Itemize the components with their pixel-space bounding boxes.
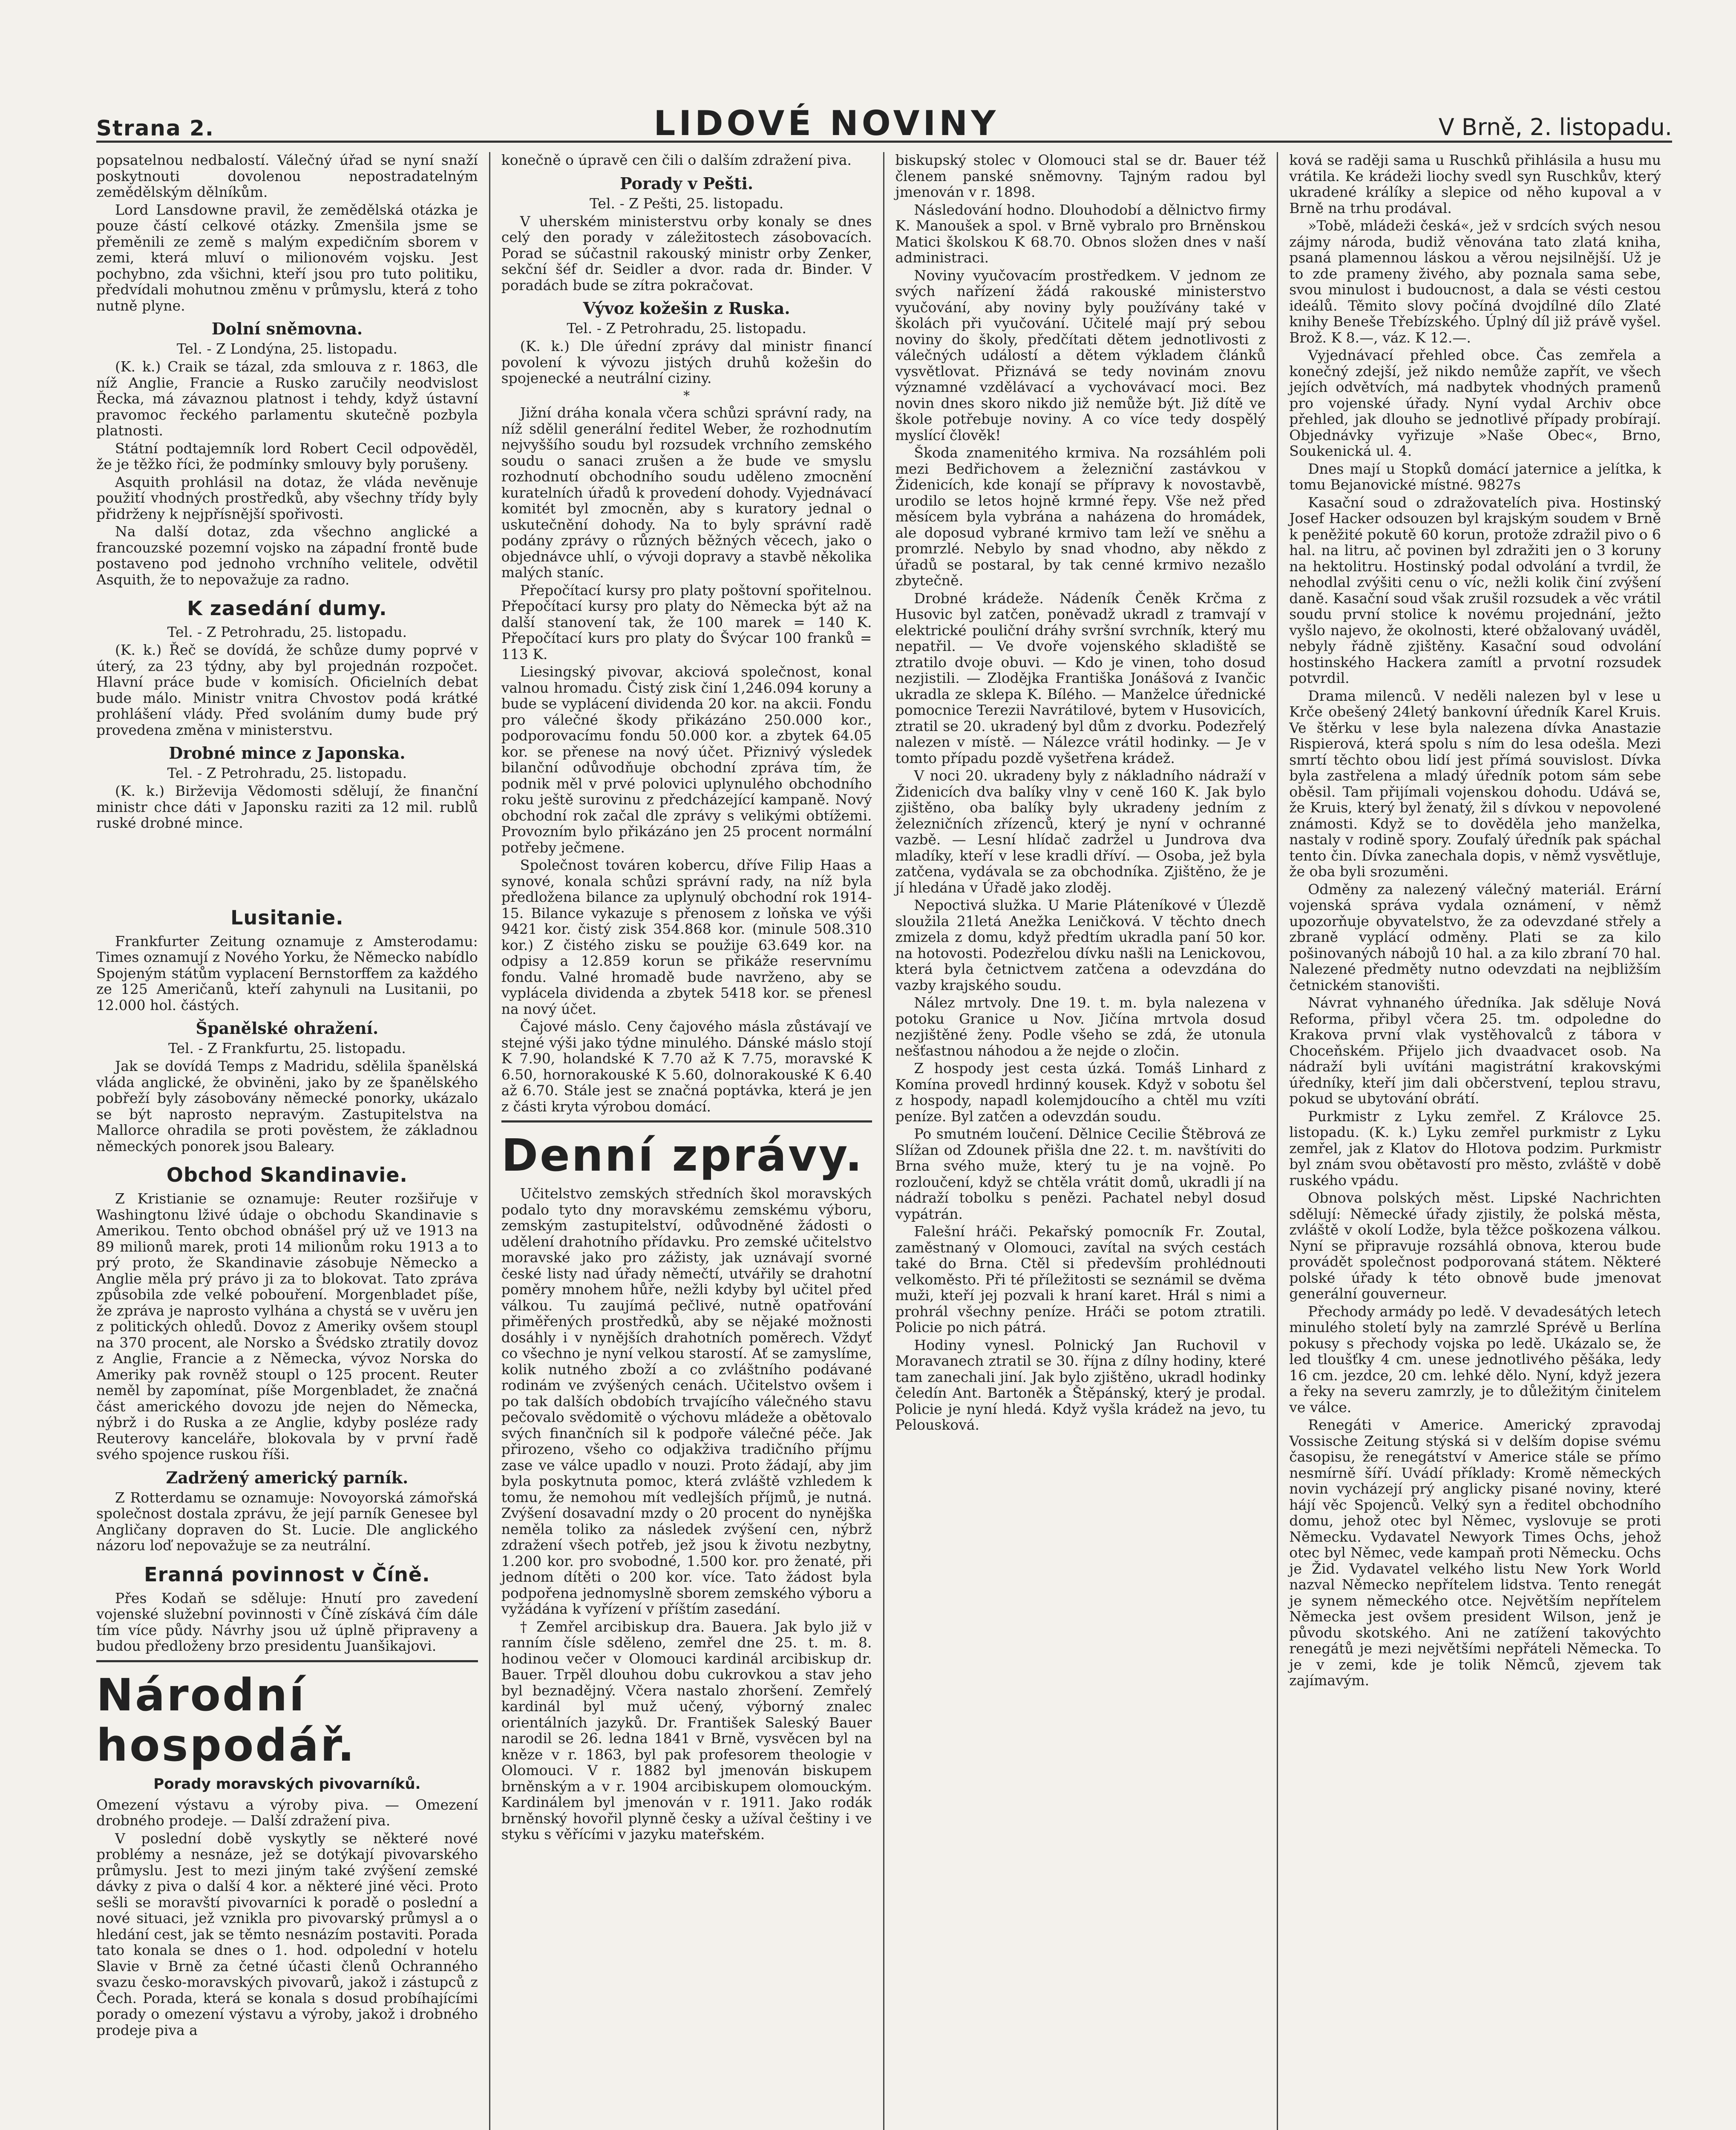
article-paragraph: Z Rotterdamu se oznamuje: Novoyorská zámořská společnost dostala zprávu, že její parník Genesee byl Angličany dopraven do St. Lucie. Dle anglického názoru loď nepovažuje se za neutrální. [96, 1489, 478, 1554]
article-heading: Zadržený americký parník. [166, 1468, 409, 1487]
article-paragraph: Nepoctivá služka. U Marie Pláteníkové v Úlezdě sloužila 21letá Anežka Leničková. V těchto dnech zmizela z domu, když předtím ukradla paní 50 kor. na hotovosti. Podezřelou dívku našli na Lenickovou, která byla četnictvem zatčena a odevzdána do vazby krajského soudu. [895, 897, 1266, 993]
dateline: Tel. - Z Petrohradu, 25. listopadu. [167, 624, 407, 640]
dateline: Tel. - Z Frankfurtu, 25. listopadu. [168, 1040, 406, 1056]
article-paragraph: Z Kristianie se oznamuje: Reuter rozšiřuje v Washingtonu lživé údaje o obchodu Skandinavie s Amerikou. Tento obchod obnášel prý už ve 1913 na 89 milionů marek, proti 14 milionům roku 1913 a to prý proto, že Skandinavie zásobuje Německo a Anglie měla prý právo ji za to blokovat. Tato zpráva způsobila zde velké pobouření. Morgenbladet píše, že zpráva je naprosto vylhána a chystá se v uvěru jen z politických ohledů. Dovoz z Ameriky ovšem stoupl na 370 procent, ale Norsko a Švédsko ztratily dovoz z Anglie, Francie a z Německa, vývoz Norska do Ameriky pak rovněž stoupl o 125 procent. Reuter neměl by zapomínat, píše Morgenbladet, že značná část amerického dovozu jde nejen do Německa, nýbrž i do Ruska a ze Anglie, kdyby posléze rady Reuterovy kanceláře, blokovala by v první řadě svého spojence ruskou říši. [96, 1190, 478, 1462]
article-paragraph: »Tobě, mládeži česká«, jež v srdcích svých nesou zájmy národa, budiž věnována tato zlatá kniha, psaná plamennou láskou a věrou nejsilnější. Už je to zde prameny živého, aby poznala sama sebe, svou minulost i budoucnost, a dala se vésti cestou ideálů. Těmito slovy počíná dvojdílné dílo Zlaté knihy Beneše Třebízského. Úplný díl již právě vyšel. Brož. K 8.—, váz. K 12.—. [1289, 217, 1661, 346]
section-heading: Eranná povinnost v Číně. [144, 1563, 430, 1586]
article-paragraph: Návrat vyhnaného úředníka. Jak sděluje Nová Reforma, přibyl včera 25. tm. odpoledne do Krakova první vlak vystěhovalců z tábora v Choceňském. Přijelo jich dvaadvacet osob. Na nádraží byli uvítáni magistrátní krakovskými úředníky, kteří jim dali občerstvení, teplou stravu, pokud se ubytování obrátí. [1289, 994, 1661, 1107]
column-4 [1278, 152, 1672, 2130]
article-paragraph: Vyjednávací přehled obce. Čas zemřela a konečný zdejší, jež nikdo nemůže zapřít, ve všech jejích odvětvích, má nadbytek vhodných pramenů pro vojenské úřady. Nyní vydal Archiv obce přehled, jak dlouho se jednotlivé případy probírají. Objednávky vyřizuje »Naše Obec«, Brno, Soukenická ul. 4. [1289, 347, 1661, 459]
article-paragraph: Odměny za nalezený válečný materiál. Erární vojenská správa vydala oznámení, v němž upozorňuje obyvatelstvo, že za odevzdané střely a zbraně vyplácí odměny. Plati se za kilo pošinovaných nábojů 10 hal. a za kilo zbraní 70 hal. Nalezené předměty nutno odevzdati na nejbližším četnickém stanovišti. [1289, 881, 1661, 993]
section-subheading: Porady moravských pivovarníků. [153, 1775, 421, 1793]
article-paragraph: Liesingský pivovar, akciová společnost, konal valnou hromadu. Čistý zisk činí 1,246.094 koruny a bude se vyplácení dividenda 20 kor. na akcii. Fondu pro válečné škody přikázáno 250.000 kor., podporovacímu fondu 50.000 kor. a zbytek 64.05 kor. se přenese na nový účet. Přiznivý výsledek bilanční odůvodňuje obchodní zpráva tím, že podnik měl v prvé polovici uplynulého obchodního roku ještě surovinu z předcházející kampaně. Nový obchodní rok začal dle zprávy s velikými obtížemi. Provozním bylo přikázáno jen 25 procent normální potřeby ječmene. [501, 663, 872, 856]
page-number: Strana 2. [96, 116, 214, 141]
dateline: Tel. - Z Petrohradu, 25. listopadu. [167, 765, 407, 781]
article-paragraph: Drama milenců. V neděli nalezen byl v lese u Krče obešený 24letý bankovní úředník Karel Kruis. Ve štěrku v lese byla nalezena dívka Anastazie Rispierová, která spolu s ním do lesa odešla. Mezi smrtí těchto obou lidí jest přímá souvislost. Dívka byla zastřelena a mladý úředník potom sám sebe oběsil. Tam přijímali vojenskou dohodu. Udává se, že Kruis, který byl ženatý, žil s dívkou v nepovolené známosti. Když se to dověděla jeho manželka, nastaly v rodině spory. Zoufalý úředník pak spáchal tento čin. Dívka zanechala dopis, v němž vysvětluje, že oba byli srozuměni. [1289, 687, 1661, 880]
section-heading: Lusitanie. [230, 906, 344, 929]
article-paragraph: Noviny vyučovacím prostředkem. V jednom ze svých nařízení žádá rakouské ministerstvo vyučování, aby noviny byly používány také v školách při vyučování. Učitelé mají prý sebou noviny do školy, předčítati dětem jednotlivosti z válečných událostí a dětem výkladem článků vysvětlovat. Přiznává se tedy novinám znovu významné vzdělávací a vychovávací moci. Bez novin dnes skoro nikdo již nemůže být. Již dítě ve škole potřebuje noviny. A co více tedy dospělý myslící člověk! [895, 267, 1266, 443]
article-paragraph: (K. k.) Birževija Vědomosti sdělují, že finanční ministr chce dáti v Japonsku raziti za 12 mil. rublů ruské drobné mince. [96, 783, 478, 831]
section-rule [501, 1120, 872, 1123]
article-paragraph: Asquith prohlásil na dotaz, že vláda nevěnuje použití vhodných prostředků, aby všechny třídy byly přidrženy k nejpřísnější spořivosti. [96, 473, 478, 522]
article-paragraph: Falešní hráči. Pekařský pomocník Fr. Zoutal, zaměstnaný v Olomouci, zavítal na svých cestách také do Brna. Ctěl si především prohlédnouti velkoměsto. Při té příležitosti se seznámil se dvěma muži, kteří jej pozvali k hraní karet. Hrál s nimi a prohrál všechny peníze. Hráči se potom ztratili. Policie po nich pátrá. [895, 1223, 1266, 1336]
masthead: LIDOVÉ NOVINY [654, 104, 999, 143]
dateline: Tel. - Z Pešti, 25. listopadu. [589, 195, 784, 212]
article-paragraph: Nález mrtvoly. Dne 19. t. m. byla nalezena v potoku Granice u Nov. Jičína mrtvola dosud nezjištěné ženy. Podle všeho se zdá, že utonula nešťastnou náhodou a že nejde o zločin. [895, 994, 1266, 1059]
article-paragraph: Společnost továren kobercu, dříve Filip Haas a synové, konala schůzi správní rady, na níž byla předložena bilance za uplynulý obchodní rok 1914-15. Bilance vykazuje s přenosem z loňska ve výši 9421 kor. čistý zisk 354.868 kor. (minule 508.310 kor.) Z čistého zisku se použije 63.649 kor. na odpisy a 12.859 korun se přikáže reservnímu fondu. Valné hromadě bude navrženo, aby se vyplácela dividenda a zbytek 5418 kor. se přenesl na nový účet. [501, 857, 872, 1017]
section-banner: Denní zprávy. [501, 1129, 864, 1181]
section-heading: K zasedání dumy. [187, 597, 387, 620]
article-paragraph: V noci 20. ukradeny byly z nákladního nádraží v Židenicích dva balíky vlny v ceně 160 K. Jak bylo zjištěno, oba balíky byly ukradeny jedním z železničních zřízenců, který je nyní v ochranné vazbě. — Lesní hlídač zadržel u Jundrova dva mladíky, kteří v lese kradli dříví. — Osoba, jež byla zatčena, vydávala se za obchodníka. Zjištěno, že je jí hledána v Úřadě jako zloděj. [895, 767, 1266, 896]
article-paragraph: Dnes mají u Stopků domácí jaternice a jelítka, k tomu Bejanovické místné. 9827s [1289, 460, 1661, 493]
article-paragraph: Purkmistr z Lyku zemřel. Z Královce 25. listopadu. (K. k.) Lyku zemřel purkmistr z Lyku zemřel, jak z Klatov do Hlotova podzim. Purkmistr byl znám svou obětavostí pro město, zvláště v době ruského vpádu. [1289, 1108, 1661, 1189]
article-paragraph: Přes Kodaň se sděluje: Hnutí pro zavedení vojenské služební povinnosti v Číně získává čím dále tím více půdy. Návrhy jsou už úplně připraveny a budou předloženy brzo presidentu Juanšikajovi. [96, 1589, 478, 1654]
issue-date: V Brně, 2. listopadu. [1438, 114, 1672, 141]
article-paragraph: popsatelnou nedbalostí. Válečný úřad se nyní snaží poskytnouti dovolenou nepostradatelným zemědělským dělníkům. [96, 152, 478, 200]
article-paragraph: † Zemřel arcibiskup dra. Bauera. Jak bylo již v ranním čísle sděleno, zemřel dne 25. t. m. 8. hodinou večer v Olomouci kardinál arcibiskup dr. Bauer. Trpěl dlouhou dobu cukrovkou a stav jeho byl beznadějný. Včera nastalo zhoršení. Zemřelý kardinál byl muž učený, výborný znalec orientálních jazyků. Dr. František Saleský Bauer narodil se 26. ledna 1841 v Brně, vysvěcen byl na kněze v r. 1863, byl pak profesorem theologie v Olomouci. V r. 1882 byl jmenován biskupem brněnským a v r. 1904 arcibiskupem olomouckým. Kardinálem byl jmenován v r. 1911. Jako rodák brněnský hovořil plynně česky a užíval češtiny i ve styku s věřícími v jazyku mateřském. [501, 1618, 872, 1842]
article-paragraph: Čajové máslo. Ceny čajového másla zůstávají ve stejné výši jako týdne minulého. Dánské máslo stojí K 7.90, holandské K 7.70 až K 7.75, moravské K 6.50, hornorakouské K 5.60, dolnorakouské K 6.40 až 6.70. Stále jest se značná poptávka, která je jen z části kryta výrobou domácí. [501, 1018, 872, 1115]
article-paragraph: (K. k.) Řeč se dovídá, že schůze dumy poprvé v úterý, za 23 týdny, aby byl projednán rozpočet. Hlavní práce bude v komisích. Oficielních debat bude málo. Ministr vnitra Chvostov podá krátké prohlášení vlády. Před svoláním dumy bude prý provedena změna v ministerstvu. [96, 642, 478, 738]
dateline: Tel. - Z Petrohradu, 25. listopadu. [567, 320, 806, 337]
article-paragraph: Lord Lansdowne pravil, že zemědělská otázka je pouze částí celkové otázky. Zmenšila jsme se přeměnili ze země s malým expedičním sborem v zemi, která mluví o milionovém vojsku. Jest pochybno, zda všichni, kteří jsou pro tuto politiku, předvídali mohutnou změnu v průmyslu, která z toho nutně plyne. [96, 201, 478, 314]
article-paragraph: Státní podtajemník lord Robert Cecil odpověděl, že je těžko říci, že podmínky smlouvy byly porušeny. [96, 440, 478, 472]
article-paragraph: biskupský stolec v Olomouci stal se dr. Bauer též členem panské sněmovny. Tajným radou byl jmenován v r. 1898. [895, 152, 1266, 200]
separator-star: * [683, 388, 690, 403]
article-paragraph: Na další dotaz, zda všechno anglické a francouzské pozemní vojsko na západní frontě bude postaveno pod jednoho vrchního velitele, odvětil Asquith, že to nepovažuje za radno. [96, 523, 478, 588]
article-paragraph: (K. k.) Dle úřední zprávy dal ministr financí povolení k vývozu jistých druhů kožešin do spojenecké a neutrální ciziny. [501, 338, 872, 386]
article-paragraph: ková se raději sama u Ruschků přihlásila a husu mu vrátila. Ke krádeži liochy svedl syn Ruschkův, který ukradené králíky a slepice od něho kupoval a v Brně na trhu prodával. [1289, 152, 1661, 216]
column-2 [490, 152, 884, 2130]
article-heading: Porady v Pešti. [620, 173, 754, 193]
article-paragraph: Po smutném loučení. Dělnice Cecilie Štěbrová ze Slížan od Zdounek přišla dne 22. t. m. navštíviti do Brna svého muže, který tu je na vojně. Po rozloučení, když se chtěla vrátit domů, ukradli jí na nádraží tobolku s penězi. Pachatel nebyl dosud vypátrán. [895, 1125, 1266, 1222]
article-paragraph: Jak se dovídá Temps z Madridu, sdělila španělská vláda anglické, že obviněni, jako by ze španělského pobřeží byly zásobovány německé ponorky, ukázalo se být naprosto nepravým. Zastupitelstva na Mallorce ohradila se proti pověstem, že základnou německých ponorek jsou Baleary. [96, 1058, 478, 1154]
article-paragraph: V poslední době vyskytly se některé nové problémy a nesnáze, jež se dotýkají pivovarského průmyslu. Jest to mezi jiným také zvýšení zemské dávky z piva o další 4 kor. a některé jiné věci. Proto sešli se moravští pivovarníci k poradě o poslední a nové situaci, jež vznikla pro pivovarský průmysl a o hledání cest, jak se těmto nesnázím postaviti. Porada tato konala se dnes o 1. hod. odpolední v hotelu Slavie v Brně za četné účasti členů Ochranného svazu česko-moravských pivovarů, jakož i zástupců z Čech. Porada, která se konala s dosud probíhajícími porady o omezení výstavu a výroby, jakož i drobného prodeje piva a [96, 1830, 478, 2038]
article-paragraph: Z hospody jest cesta úzká. Tomáš Linhard z Komína provedl hrdinný kousek. Když v sobotu šel z hospody, napadl kolemjdoucího a chtěl mu vzíti peníze. Byl zatčen a odevzdán soudu. [895, 1060, 1266, 1125]
article-paragraph: Přechody armády po ledě. V devadesátých letech minulého století byly na zamrzlé Sprévě u Berlína pokusy s přechody vojska po ledě. Ukázalo se, že led tloušťky 4 cm. unese jednotlivého pěšáka, ledy 16 cm. jezdce, 20 cm. lehké dělo. Nyní, když jezera a řeky na severu zamrzly, je to důležitým činitelem ve válce. [1289, 1303, 1661, 1416]
article-heading: Drobné mince z Japonska. [169, 743, 406, 763]
article-paragraph: Frankfurter Zeitung oznamuje z Amsterodamu: Times oznamují z Nového Yorku, že Německo nabídlo Spojeným státům vyplacení Bernstorffem za každého ze 125 Američanů, kteří zahynuli na Lusitanii, po 12.000 hol. částých. [96, 933, 478, 1013]
columns [96, 152, 1672, 2130]
article-paragraph: Následování hodno. Dlouhodobí a dělnictvo firmy K. Manoušek a spol. v Brně vybralo pro Brněnskou Matici školskou K 68.70. Obnos složen dnes v naší administraci. [895, 201, 1266, 266]
spacer [96, 833, 478, 897]
section-rule [96, 1660, 478, 1662]
article-paragraph: V uherském ministerstvu orby konaly se dnes celý den porady v záležitostech zásobovacích. Porad se súčastnil rakouský ministr orby Zenker, sekční šéf dr. Seidler a dvor. rada dr. Binder. V poradách bude se zítra pokračovat. [501, 213, 872, 294]
section-banner: Národní hospodář. [96, 1669, 356, 1771]
dateline: Tel. - Z Londýna, 25. listopadu. [176, 340, 397, 357]
article-paragraph: Renegáti v Americe. Americký zpravodaj Vossische Zeitung stýská si v delším dopise svému časopisu, že renegátství v Americe stále se přímo nesmírně šíří. Uvádí příklady: Kromě německých novin vycházejí prý anglicky pisané noviny, které hájí věc Spojenců. Velký syn a ředitel obchodního domu, jehož otec byl Němec, vyslovuje se proti Německu. Vydavatel Newyork Times Ochs, jehož otec byl Němec, vede kampaň proti Německu. Ochs je Žid. Vydavatel velkého listu New York World nazval Německo nepřítelem lidstva. Tento renegát je synem německého otce. Největším nepřítelem Německa jest ovšem president Wilson, jenž je původu skotského. Ani ne zatížení takovýchto renegátů je mezi největšími nepřáteli Německa. To je v zemi, kde je tolik Němců, zjevem tak zajímavým. [1289, 1416, 1661, 1689]
article-paragraph: Drobné krádeže. Nádeník Čeněk Krčma z Husovic byl zatčen, poněvadž ukradl z tramvají v elektrické pouliční dráhy svršní svrchník, který mu nepatřil. — Ve dvoře vojenského skladiště se ztratilo dvoje obuvi. — Kdo je vinen, toho dosud nezjistili. — Zlodějka Františka Jonášová z Ivančic ukradla ze sklepa K. Bílého. — Manželce úřednické pomocnice Terezii Navrátilové, bytem v Husovicích, ztratil se 20. ukradený byl dům z dvorku. Podezřelý nalezen v místě. — Nálezce vrátil hodinky. — Je v tomto případu pozdě vyšetřena krádež. [895, 590, 1266, 766]
column-3 [884, 152, 1278, 2130]
article-paragraph: konečně o úpravě cen čili o dalším zdražení piva. [501, 152, 852, 168]
article-heading: Španělské ohražení. [196, 1019, 379, 1038]
article-paragraph: Obnova polských měst. Lipské Nachrichten sdělují: Německé úřady zjistily, že polská města, zvláště v okolí Lodže, byla těžce poškozena válkou. Nyní se připravuje rozsáhlá obnova, kterou bude provádět společnost podporovaná státem. Některé polské úřady k této obnově bude jmenovat generální gouverneur. [1289, 1189, 1661, 1302]
article-paragraph: Omezení výstavu a výroby piva. — Omezení drobného prodeje. — Další zdražení piva. [96, 1796, 478, 1829]
page-header [96, 98, 1672, 143]
article-paragraph: Škoda znamenitého krmiva. Na rozsáhlém poli mezi Bedřichovem a železniční zastávkou v Židenicích, kde konají se přípravy k novostavbě, urodilo se letos hojně krmné řepy. Vše než před měsícem byla vybrána a naházena do hromádek, ale doposud vybrané krmivo tam leží ve sněhu a promrzlé. Nebylo by snad vhodno, aby někdo z úřadů se postaral, by tak cenné krmivo nezašlo zbytečně. [895, 444, 1266, 589]
article-heading: Vývoz kožešin z Ruska. [583, 299, 790, 318]
article-paragraph: Kasační soud o zdražovatelích piva. Hostinský Josef Hacker odsouzen byl krajským soudem v Brně k peněžité pokutě 60 korun, protože zdražil pivo o 6 hal. na litru, ač povinen byl zdražiti jen o 3 koruny na hektolitru. Hostinský podal odvolání a tvrdil, že nehodlal zvýšiti cenu o víc, nežli kolik činí zvýšení daně. Kasační soud však zrušil rozsudek a věc vrátil soudu první stolice k novému projednání, ježto vyšlo najevo, že okolnosti, které obžalovaný uváděl, nebyly řádně zjištěny. Kasační soud odvolání hostinského Hackera zamítl a prvotní rozsudek potvrdil. [1289, 494, 1661, 686]
article-paragraph: Přepočítací kursy pro platy poštovní spořitelnou. Přepočítací kursy pro platy do Německa být až na další stanovení tak, že 100 marek = 140 K. Přepočítací kurs pro platy do Švýcar 100 franků = 113 K. [501, 581, 872, 662]
article-paragraph: Jižní dráha konala včera schůzi správní rady, na níž sdělil generální ředitel Weber, že rozhodnutím nejvyššího soudu byl rozsudek vrchního zemského soudu o sanaci zrušen a že bude ve smyslu rozhodnutí obchodního soudu uděleno zmocnění kuratelních úřadů k provedení dohody. Vyjednávací komitét byl zmocněn, aby s kuratory jednal o uskutečnění dohody. Na to byly správní radě podány zprávy o různých běžných věcech, jako o objednávce uhlí, o vývoji dopravy a stavbě několika malých staníc. [501, 404, 872, 581]
section-heading: Obchod Skandinavie. [166, 1163, 408, 1186]
article-heading: Dolní sněmovna. [211, 319, 363, 338]
article-paragraph: (K. k.) Craik se tázal, zda smlouva z r. 1863, dle níž Anglie, Francie a Rusko zaručily neodvislost Řecka, má závaznou platnost i tehdy, když ústavní pravomoc řeckého parlamentu skutečně pozbyla platnosti. [96, 358, 478, 439]
article-paragraph: Hodiny vynesl. Polnický Jan Ruchovil v Moravanech ztratil se 30. října z dílny hodiny, které tam zanechali jiní. Jak bylo zjištěno, ukradl hodinky čeledín Ant. Bartoněk a Štěpánský, který je prodal. Policie je nyní hledá. Když vyšla krádež na jevo, tu Pelousková. [895, 1336, 1266, 1433]
column-1 [96, 152, 490, 2130]
article-paragraph: Učitelstvo zemských středních škol moravských podalo tyto dny moravskému zemskému výboru, zemským zastupitelství, odůvodněné žádosti o udělení drahotního přídavku. Pro zemské učitelstvo moravské jako pro zážisty, jak uznávají svorné české listy nad úřady němečtí, utvářily se drahotní poměry mnohem hůře, nežli kdyby byl učitel před válkou. Tu zaujímá pečlivé, nutně opatřování přiměřených prostředků, aby se nějaké možnosti dosáhly i v nynějších drahotních poměrech. Vždyť co všechno je nyní velkou starostí. Ať se zamyslíme, kolik nutného zboží a co zvláštního podávané rodinám ve zvýšených cenách. Učitelstvo ovšem i po tak dalších obdobích trvajícího válečného stavu pečovalo svědomitě o výchovu mládeže a obětovalo svých finančních sil k podpoře válečné péče. Jak přirozeno, všeho co odjakživa tradičního příjmu zase ve válce upadlo v nouzi. Proto žádají, aby jim byla poskytnuta pomoc, která zvláště vzhledem k tomu, že nemohou mít vedlejších příjmů, je nutná. Zvýšení dosavadní mzdy o 20 procent do nynějška neměla toliko za následek zvýšení cen, nýbrž zdražení všech potřeb, jež jsou k životu nezbytny, 1.200 kor. pro svobodné, 1.500 kor. pro ženaté, při jednom dítěti o 200 kor. více. Tato žádost byla podpořena jednomyslně sborem zemského výboru a vyžádána k vyřízení v příštím zasedání. [501, 1185, 872, 1617]
